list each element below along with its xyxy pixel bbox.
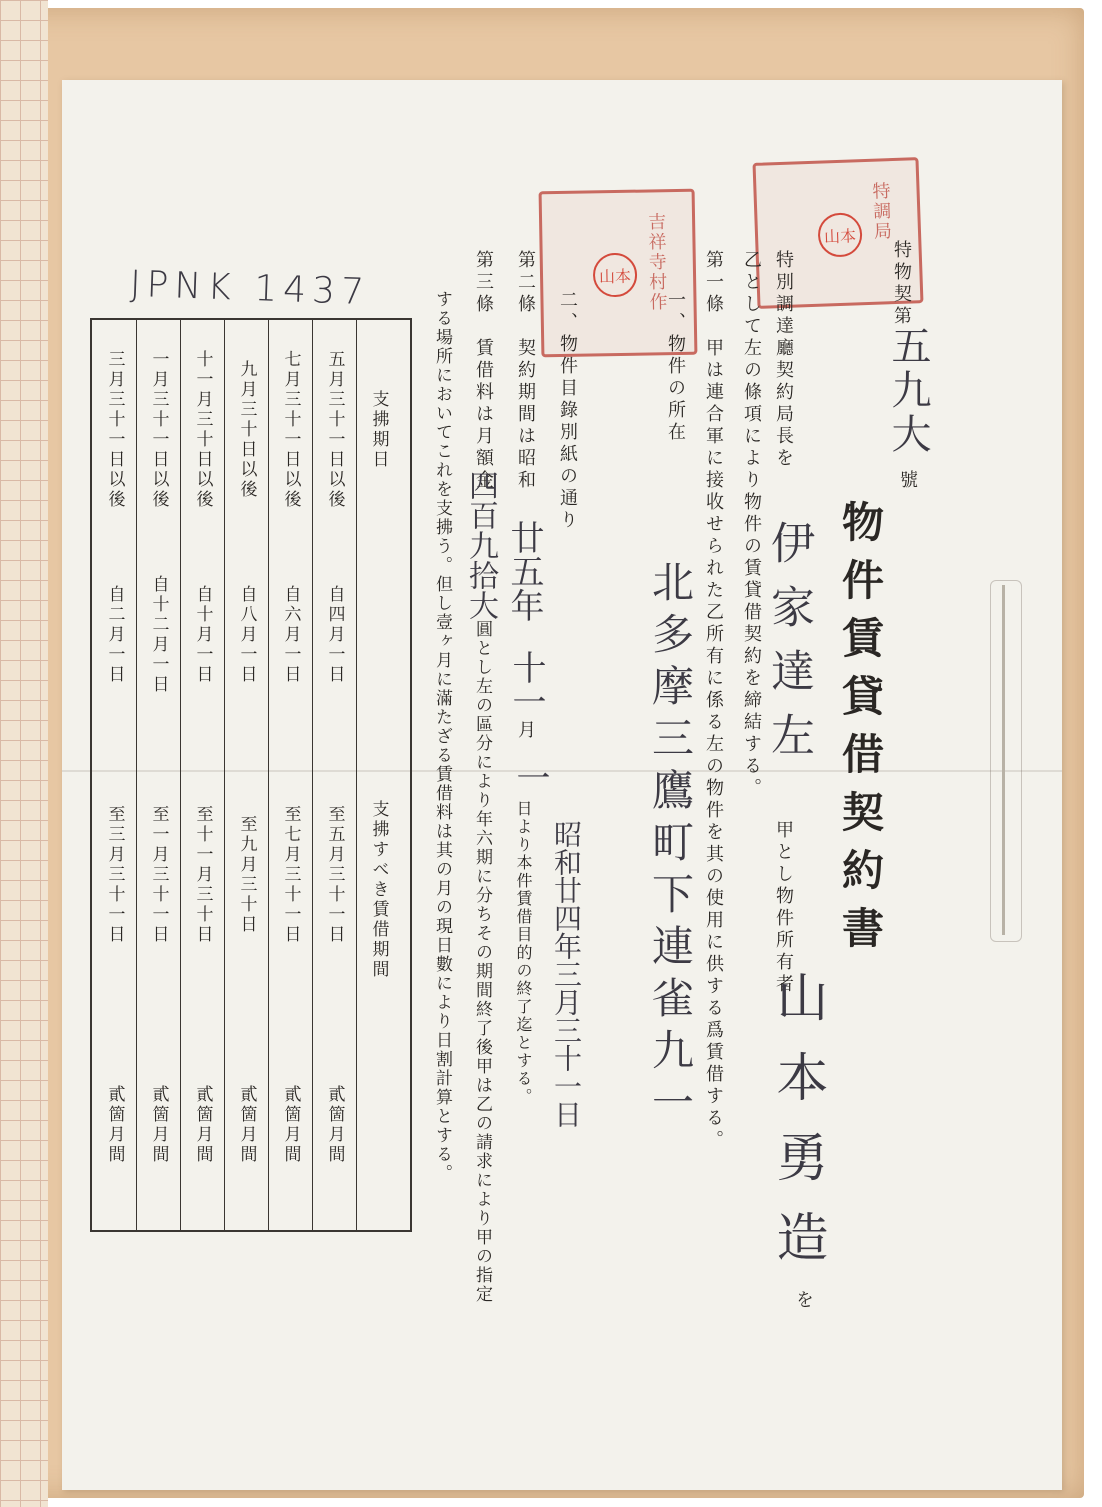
pay-date-cell: 一月三十一日以後	[148, 350, 169, 510]
ref-suffix: 號	[897, 470, 918, 492]
article-2-year-hw: 廿五年	[504, 520, 544, 622]
period-to-cell: 至七月三十一日	[280, 805, 301, 945]
party-name-handwritten: 伊家達左	[763, 520, 814, 776]
ref-label: 特物契第	[891, 240, 912, 328]
period-from-cell: 自六月一日	[280, 585, 301, 685]
table-row	[93, 320, 137, 1230]
article-3-amount-hw: 四百九拾大	[463, 470, 498, 620]
article-2-month-hw: 十一	[506, 650, 546, 718]
article-1: 第一條 甲は連合軍に接收せられた乙所有に係る左の物件を其の使用に供する爲賃借する。	[703, 250, 724, 1152]
header-pay-date: 支拂期日	[368, 390, 389, 470]
period-from-cell: 自八月一日	[236, 585, 257, 685]
period-to-cell: 至五月三十一日	[324, 805, 345, 945]
table-header-column	[356, 320, 410, 1230]
seal-mark: 山本	[817, 212, 863, 258]
period-length-cell: 貳箇月間	[324, 1085, 345, 1165]
owner-name-handwritten: 山本勇造	[767, 970, 827, 1290]
stamp-left-text: 吉祥寺村作	[644, 212, 668, 313]
period-to-cell: 至三月三十一日	[104, 805, 125, 945]
party-line-2: 乙として左の條項により物件の賃貸借契約を締結する。	[741, 250, 762, 800]
period-to-cell: 至一月三十一日	[148, 805, 169, 945]
payment-schedule-table	[90, 318, 412, 1232]
pay-date-cell: 五月三十一日以後	[324, 350, 345, 510]
pay-date-cell: 三月三十一日以後	[104, 350, 125, 510]
period-from-cell: 自二月一日	[104, 585, 125, 685]
pay-date-cell: 九月三十日以後	[236, 360, 257, 500]
article-2-month: 月	[515, 720, 536, 742]
period-length-cell: 貳箇月間	[280, 1085, 301, 1165]
document-title: 物件賃貸借契約書	[836, 500, 885, 964]
period-from-cell: 自四月一日	[324, 585, 345, 685]
article-2-end-date-hw: 昭和廿四年三月三十一日	[550, 820, 583, 1128]
article-2-end: 日より本件賃借目的の終了迄とする。	[514, 800, 533, 1106]
period-to-cell: 至十一月三十日	[192, 805, 213, 945]
binding-thread	[1002, 585, 1005, 935]
binding-loop	[990, 580, 1022, 942]
grid-paper-edge	[0, 0, 48, 1507]
owner-suffix: を	[793, 1290, 814, 1312]
ref-number-handwritten: 五九大	[885, 325, 931, 457]
party-line-1: 特別調達廳契約局長を	[773, 250, 794, 470]
party-line-1b: 甲とし物件所有者	[773, 820, 794, 996]
table-row	[136, 320, 181, 1230]
period-from-cell: 自十二月一日	[148, 575, 169, 695]
period-from-cell: 自十月一日	[192, 585, 213, 685]
header-period: 支拂すべき賃借期間	[368, 800, 389, 980]
article-3-body: 圓とし左の區分により年六期に分ちその期間終了後甲は乙の請求により甲の指定	[472, 620, 492, 1304]
table-row	[224, 320, 269, 1230]
archive-note: JPNK 1437	[129, 263, 371, 314]
period-length-cell: 貳箇月間	[148, 1085, 169, 1165]
period-to-cell: 至九月三十日	[236, 815, 257, 935]
seal-mark: 山本	[593, 253, 638, 298]
stamp-right-text: 特調局	[869, 181, 893, 242]
item-2-inventory: 二、物件目錄別紙の通り	[557, 290, 578, 532]
table-row	[312, 320, 357, 1230]
location-handwritten: 北多摩三鷹町下連雀九一	[646, 560, 695, 1132]
period-length-cell: 貳箇月間	[192, 1085, 213, 1165]
article-3-body-2: する場所においてこれを支拂う。但し壹ヶ月に滿たざる賃借料は其の月の現日數により日割計算とする。	[432, 290, 452, 1183]
article-3-start: 第三條 賃借料は月額金	[473, 250, 494, 492]
article-2-start: 第二條 契約期間は昭和	[515, 250, 536, 492]
table-row	[180, 320, 225, 1230]
item-1-location-label: 一、物件の所在	[665, 290, 686, 444]
pay-date-cell: 十一月三十日以後	[192, 350, 213, 510]
pay-date-cell: 七月三十一日以後	[280, 350, 301, 510]
period-length-cell: 貳箇月間	[236, 1085, 257, 1165]
period-length-cell: 貳箇月間	[104, 1085, 125, 1165]
table-row	[268, 320, 313, 1230]
article-2-day-hw: 一	[510, 760, 550, 794]
